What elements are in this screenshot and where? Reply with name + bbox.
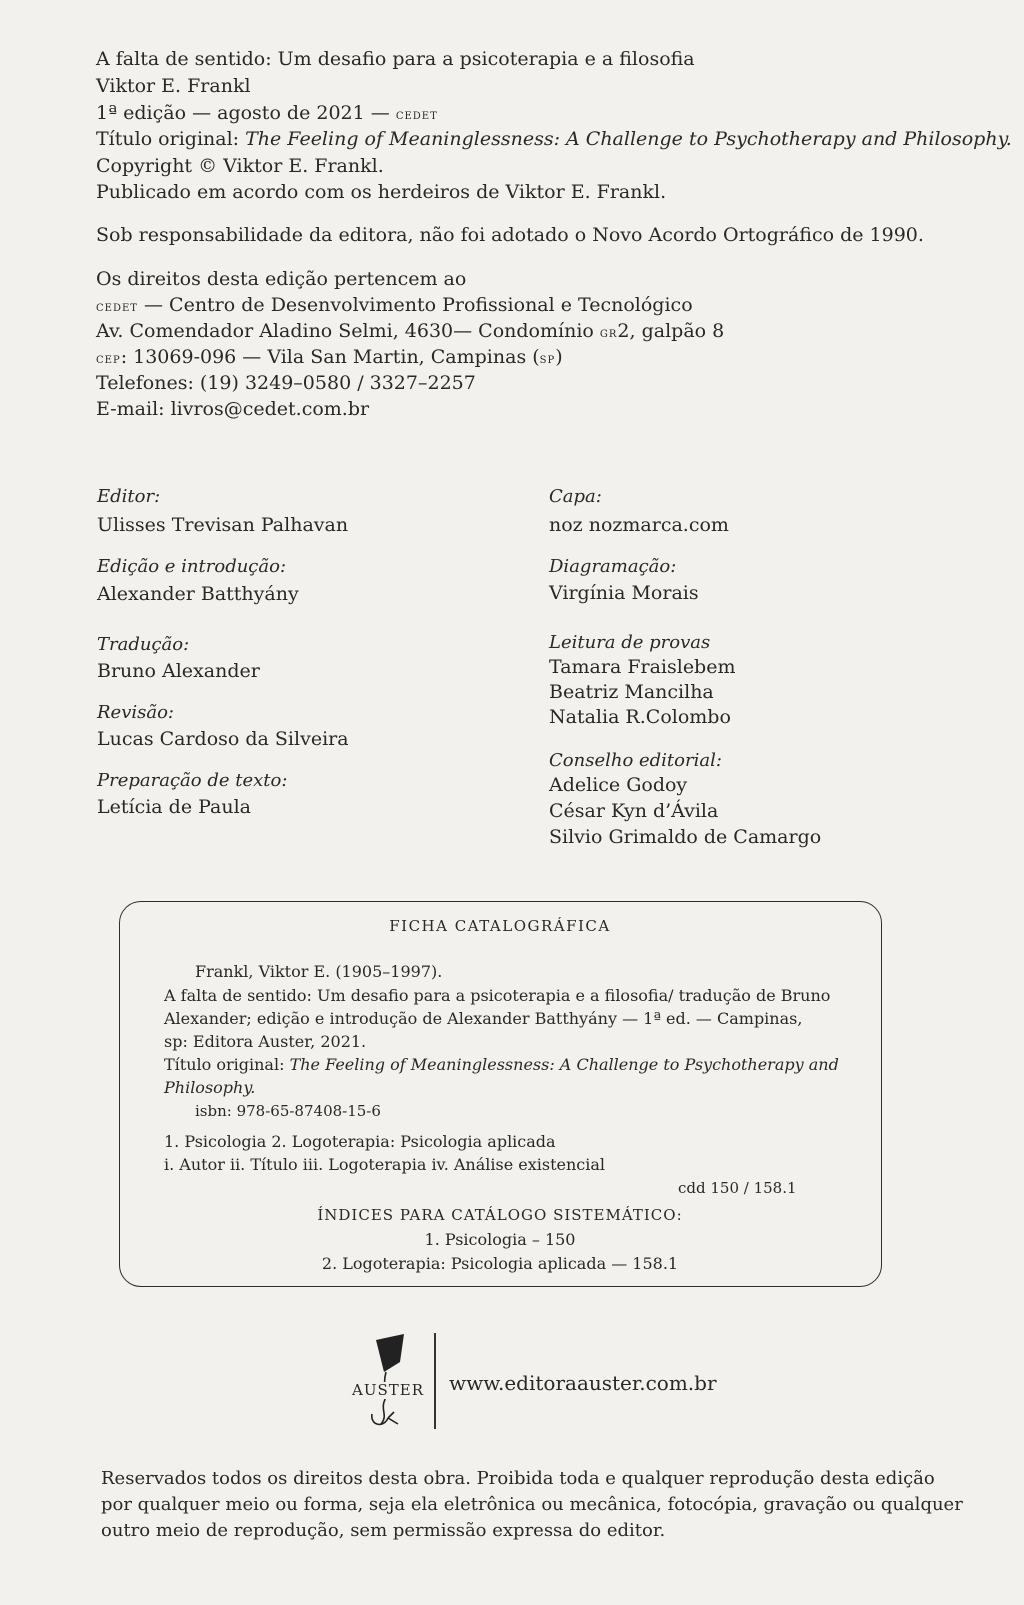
credit-name: Bruno Alexander [97,660,260,682]
credit-name: noz nozmarca.com [549,514,729,536]
credit-name: Tamara Fraislebem [549,656,736,678]
credit-name: César Kyn d’Ávila [549,800,719,822]
copyright-line: Copyright © Viktor E. Frankl. [96,155,384,177]
credit-name: Lucas Cardoso da Silveira [97,728,349,750]
catalog-subjects: 1. Psicologia 2. Logoterapia: Psicologia aplicada [164,1132,556,1151]
catalog-original-title [164,1055,839,1074]
logo-text: AUSTER [348,1382,428,1399]
catalog-cdd: cdd 150 / 158.1 [678,1179,797,1197]
credit-name: Beatriz Mancilha [549,681,714,703]
orthography-note: Sob responsabilidade da editora, não foi adotado o Novo Acordo Ortográfico de 1990. [96,224,924,246]
address-part-b: 2, galpão 8 [617,320,725,342]
credit-label: Preparação de texto: [97,770,288,791]
org-abbr: cedet [96,299,138,315]
author-line: Viktor E. Frankl [96,75,251,97]
edition-text: 1ª edição — agosto de 2021 — [96,102,396,124]
auster-logo [348,1332,428,1432]
cep-close: ) [555,346,563,368]
credit-name: Silvio Grimaldo de Camargo [549,826,822,848]
original-title: The Feeling of Meaninglessness: A Challenge to Psychotherapy and Philosophy. [245,128,1012,150]
original-title-label: Título original: [96,128,246,150]
cep-label: cep [96,351,121,367]
logo-divider [434,1333,436,1429]
catalog-index-item: 1. Psicologia – 150 [424,1230,576,1249]
publisher-website[interactable]: www.editoraauster.com.br [449,1371,717,1395]
credit-name: Alexander Batthyány [97,583,299,605]
credit-label: Leitura de provas [549,632,711,653]
address-gr: gr [599,325,618,341]
book-title-line: A falta de sentido: Um desafio para a psicoterapia e a filosofia [96,48,695,70]
catalog-card [119,901,882,1287]
credit-name: Letícia de Paula [97,796,252,818]
credit-label: Editor: [97,486,161,507]
credit-name: Natalia R.Colombo [549,706,731,728]
address-part-a: Av. Comendador Aladino Selmi, 4630— Condomínio [96,320,600,342]
credit-label: Revisão: [97,702,175,723]
catalog-index-heading: ÍNDICES PARA CATÁLOGO SISTEMÁTICO: [317,1206,683,1224]
catalog-original-cont: Philosophy. [164,1078,256,1097]
cep-value: : 13069-096 — Vila San Martin, Campinas ( [120,346,540,368]
edition-publisher: cedet [395,107,438,123]
cep-state: sp [539,351,556,367]
edition-line [96,102,438,124]
catalog-heading: FICHA CATALOGRÁFICA [389,917,611,935]
credit-name: Virgínia Morais [549,582,699,604]
catalog-original-text: The Feeling of Meaninglessness: A Challenge to Psychotherapy and [289,1055,839,1074]
original-title-line [96,128,1012,150]
catalog-desc-line: sp: Editora Auster, 2021. [164,1032,367,1051]
catalog-author: Frankl, Viktor E. (1905–1997). [195,962,443,981]
catalog-desc-line: Alexander; edição e introdução de Alexander Batthyány — 1ª ed. — Campinas, [164,1009,803,1028]
credit-label: Diagramação: [549,556,677,577]
credit-name: Ulisses Trevisan Palhavan [97,514,349,536]
catalog-isbn: isbn: 978-65-87408-15-6 [195,1102,381,1120]
credit-label: Edição e introdução: [97,556,287,577]
rights-phones: Telefones: (19) 3249–0580 / 3327–2257 [96,372,476,394]
catalog-tracings: i. Autor ii. Título iii. Logoterapia iv. Análise existencial [164,1155,606,1174]
published-line: Publicado em acordo com os herdeiros de Viktor E. Frankl. [96,181,667,203]
credit-label: Conselho editorial: [549,750,722,771]
rights-email: E-mail: livros@cedet.com.br [96,398,370,420]
catalog-desc-line: A falta de sentido: Um desafio para a psicoterapia e a filosofia/ tradução de Bruno [164,986,831,1005]
rights-intro: Os direitos desta edição pertencem ao [96,268,467,290]
credit-label: Tradução: [97,634,190,655]
rights-reserved-notice: Reservados todos os direitos desta obra. Proibida toda e qualquer reprodução desta edição por qualquer meio ou forma, seja ela eletrônica ou mecânica, fotocópia, gravação ou qualquer outro meio de reprodução, sem permissão expressa do editor. [101,1468,963,1541]
org-name: — Centro de Desenvolvimento Profissional e Tecnológico [137,294,693,316]
credit-name: Adelice Godoy [549,774,688,796]
credit-label: Capa: [549,486,602,507]
rights-address [96,320,724,342]
catalog-original-label: Título original: [164,1055,290,1074]
rights-cep [96,346,563,368]
rights-org [96,294,693,316]
catalog-index-item: 2. Logoterapia: Psicologia aplicada — 158.1 [321,1254,679,1273]
